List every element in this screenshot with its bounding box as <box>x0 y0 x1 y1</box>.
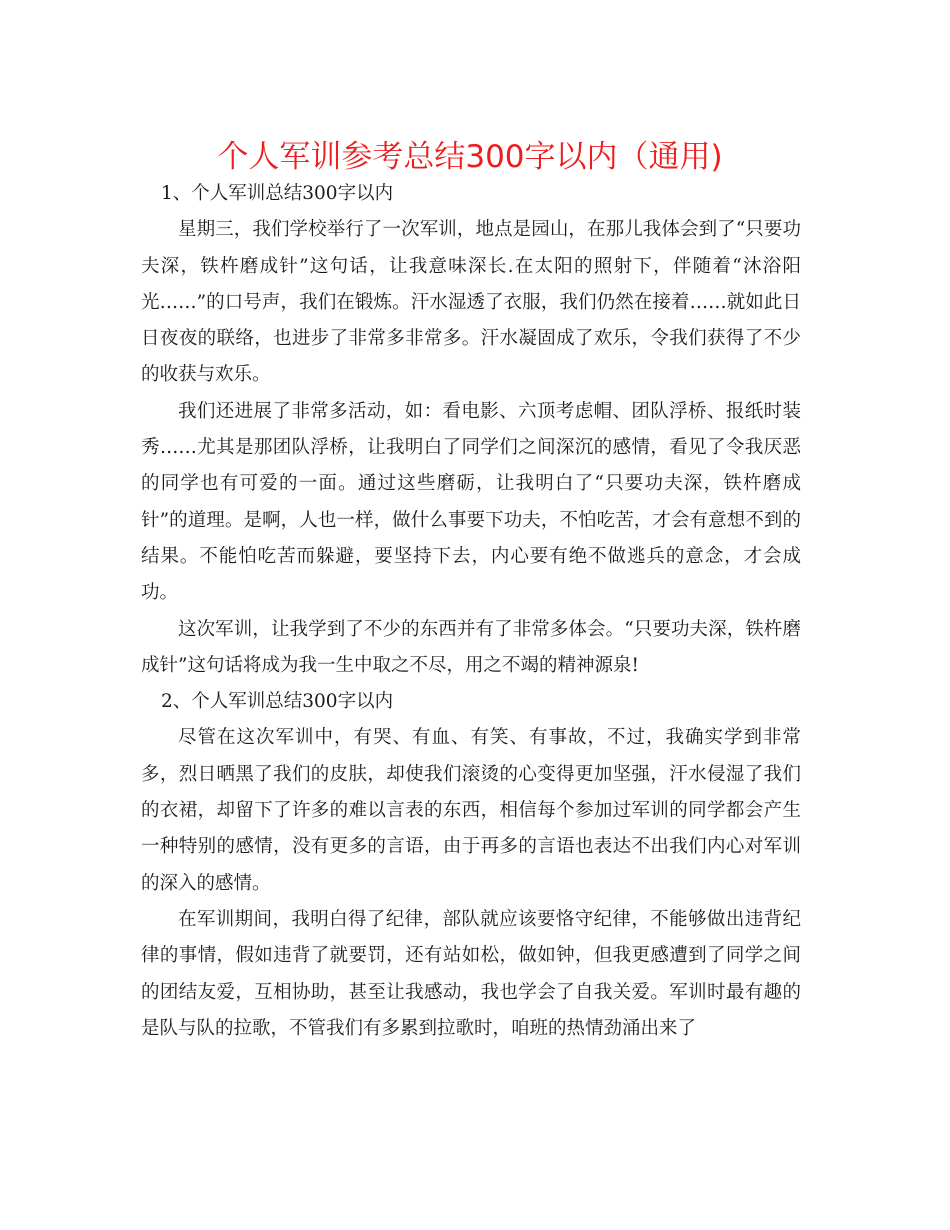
document-body <box>141 176 801 1047</box>
section-heading: 1、个人军训总结300字以内 <box>161 183 394 204</box>
paragraph: 在军训期间，我明白得了纪律，部队就应该要恪守纪律，不能够做出违背纪律的事情，假如违背了就要罚，还有站如松，做如钟，但我更感遭到了同学之间的团结友爱，互相协助，甚至让我感动，我也学会了自我关爱。军训时最有趣的是队与队的拉歌，不管我们有多累到拉歌时，咱班的热情劲涌出来了 <box>141 908 801 1039</box>
paragraph: 我们还进展了非常多活动，如：看电影、六顶考虑帽、团队浮桥、报纸时装秀……尤其是那团队浮桥，让我明白了同学们之间深沉的感情，看见了令我厌恶的同学也有可爱的一面。通过这些磨砺，让我明白了“只要功夫深，铁杵磨成针”的道理。是啊，人也一样，做什么事要下功夫，不怕吃苦，才会有意想不到的结果。不能怕吃苦而躲避，要坚持下去，内心要有绝不做逃兵的意念，才会成功。 <box>141 400 801 604</box>
section-heading: 2、个人军训总结300字以内 <box>161 691 394 713</box>
paragraph: 这次军训，让我学到了不少的东西并有了非常多体会。“只要功夫深，铁杵磨成针”这句话将成为我一生中取之不尽，用之不竭的精神源泉! <box>141 618 801 676</box>
paragraph: 尽管在这次军训中，有哭、有血、有笑、有事故，不过，我确实学到非常多，烈日晒黑了我们的皮肤，却使我们滚烫的心变得更加坚强，汗水侵湿了我们的衣裙，却留下了许多的难以言表的东西，相信每个参加过军训的同学都会产生一种特别的感情，没有更多的言语，由于再多的言语也表达不出我们内心对军训的深入的感情。 <box>141 727 801 894</box>
document-title: 个人军训参考总结300字以内（通用) <box>217 139 723 175</box>
paragraph: 星期三，我们学校举行了一次军训，地点是园山，在那儿我体会到了“只要功夫深，铁杵磨成针”这句话，让我意味深长.在太阳的照射下，伴随着“沐浴阳光……”的口号声，我们在锻炼。汗水湿透了衣服，我们仍然在接着……就如此日日夜夜的联络，也进步了非常多非常多。汗水凝固成了欢乐，令我们获得了不少的收获与欢乐。 <box>141 219 801 386</box>
